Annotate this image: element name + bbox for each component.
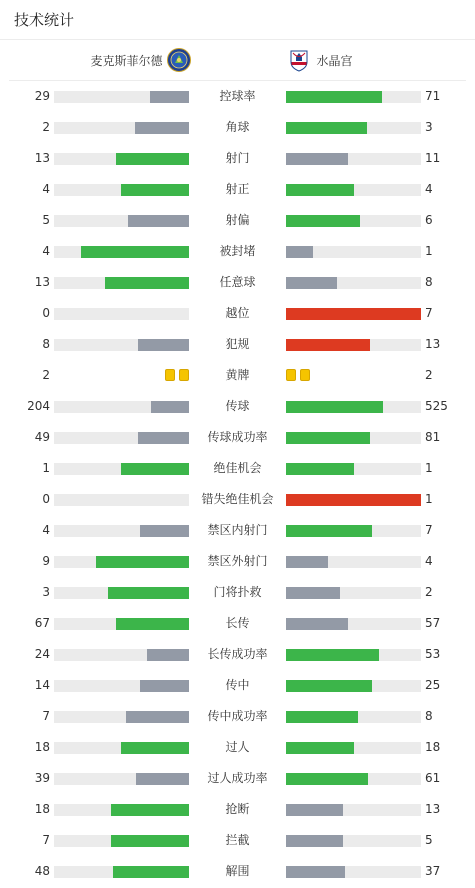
- away-stat-value: 61: [425, 771, 441, 785]
- stat-label: 门将扑救: [213, 585, 262, 599]
- stat-row: [0, 577, 475, 608]
- stat-label: 禁区外射门: [207, 554, 268, 568]
- away-stat-value: 3: [425, 120, 433, 134]
- away-stat-value: 81: [425, 430, 441, 444]
- home-stat-bar-track: [54, 246, 189, 258]
- home-team[interactable]: [90, 40, 190, 80]
- yellow-card-icon: [179, 369, 189, 381]
- home-stat-bar-track: [54, 866, 189, 878]
- away-stat-value: 71: [425, 89, 441, 103]
- away-stat-bar-track: [286, 804, 421, 816]
- home-stat-bar-fill: [81, 246, 189, 258]
- home-stat-bar-fill: [136, 773, 189, 785]
- stat-label: 过人成功率: [207, 771, 268, 785]
- home-stat-value: 2: [42, 368, 50, 382]
- home-stat-bar-fill: [128, 215, 189, 227]
- yellow-card-icon: [300, 369, 310, 381]
- home-stat-bar-fill: [121, 742, 189, 754]
- away-stat-value: 53: [425, 647, 441, 661]
- stat-row: [0, 205, 475, 236]
- home-stat-bar-track: [54, 432, 189, 444]
- home-stat-bar-track: [54, 494, 189, 506]
- home-stat-bar-fill: [105, 277, 189, 289]
- away-stat-value: 8: [425, 275, 433, 289]
- away-stat-value: 4: [425, 554, 433, 568]
- away-stat-bar-track: [286, 618, 421, 630]
- away-stat-bar-fill: [286, 618, 348, 630]
- stat-label: 禁区内射门: [207, 523, 268, 537]
- stat-row: [0, 360, 475, 391]
- home-stat-bar-fill: [135, 122, 189, 134]
- home-stat-value: 18: [34, 802, 50, 816]
- stat-label: 传中: [225, 678, 250, 692]
- home-stat-value: 3: [42, 585, 50, 599]
- away-stat-bar-fill: [286, 463, 354, 475]
- home-stat-bar-fill: [111, 835, 189, 847]
- away-stat-bar-track: [286, 91, 421, 103]
- stat-label: 抢断: [225, 802, 250, 816]
- home-stat-value: 67: [34, 616, 50, 630]
- away-stat-bar-track: [286, 277, 421, 289]
- home-stat-bar-fill: [96, 556, 189, 568]
- away-stat-bar-track: [286, 835, 421, 847]
- stat-label: 传球成功率: [207, 430, 268, 444]
- stat-row: [0, 143, 475, 174]
- home-stat-value: 4: [42, 182, 50, 196]
- stat-row: [0, 515, 475, 546]
- away-stat-value: 2: [425, 368, 433, 382]
- stat-label: 绝佳机会: [213, 461, 262, 475]
- stat-row: [0, 453, 475, 484]
- stat-label: 拦截: [225, 833, 250, 847]
- home-stat-bar-track: [54, 525, 189, 537]
- away-stat-value: 7: [425, 306, 433, 320]
- home-stat-value: 1: [42, 461, 50, 475]
- home-stat-bar-fill: [116, 153, 189, 165]
- home-stat-bar-track: [54, 463, 189, 475]
- home-stat-bar-fill: [111, 804, 189, 816]
- home-stat-bar-fill: [113, 866, 189, 878]
- home-stat-value: 24: [34, 647, 50, 661]
- home-stat-bar-track: [54, 773, 189, 785]
- home-stat-bar-fill: [108, 587, 189, 599]
- home-stat-bar-track: [54, 122, 189, 134]
- stat-label: 射正: [225, 182, 250, 196]
- stat-row: [0, 639, 475, 670]
- stat-row: [0, 732, 475, 763]
- away-stat-bar-track: [286, 153, 421, 165]
- away-stat-bar-fill: [286, 866, 345, 878]
- away-stat-bar-fill: [286, 184, 354, 196]
- home-stat-bar-track: [54, 587, 189, 599]
- stat-label: 被封堵: [219, 244, 256, 258]
- home-stat-bar-track: [54, 91, 189, 103]
- stat-label: 越位: [225, 306, 250, 320]
- team-header: [9, 40, 466, 81]
- home-stat-bar-track: [54, 649, 189, 661]
- home-stat-bar-fill: [151, 401, 189, 413]
- home-stat-value: 18: [34, 740, 50, 754]
- away-stat-bar-fill: [286, 339, 370, 351]
- home-stat-value: 7: [42, 709, 50, 723]
- home-stat-value: 39: [34, 771, 50, 785]
- away-stat-value: 1: [425, 461, 433, 475]
- stat-label: 任意球: [219, 275, 256, 289]
- away-stat-bar-track: [286, 649, 421, 661]
- away-stat-value: 11: [425, 151, 441, 165]
- away-stat-value: 5: [425, 833, 433, 847]
- away-stat-bar-track: [286, 711, 421, 723]
- away-yellow-cards: [286, 369, 310, 381]
- home-stat-bar-track: [54, 742, 189, 754]
- home-stat-bar-track: [54, 618, 189, 630]
- stat-label: 射门: [225, 151, 250, 165]
- away-stat-bar-track: [286, 866, 421, 878]
- stat-label: 黄牌: [225, 368, 250, 382]
- away-stat-bar-fill: [286, 246, 313, 258]
- away-stat-bar-track: [286, 494, 421, 506]
- stat-row: [0, 112, 475, 143]
- away-stat-bar-track: [286, 463, 421, 475]
- away-stat-bar-fill: [286, 525, 372, 537]
- stat-row: [0, 856, 475, 887]
- away-stat-bar-fill: [286, 432, 370, 444]
- away-stat-bar-track: [286, 525, 421, 537]
- home-stat-value: 13: [34, 275, 50, 289]
- away-stat-bar-fill: [286, 401, 383, 413]
- away-team-name: 水晶宫: [316, 53, 353, 68]
- stat-row: [0, 763, 475, 794]
- page-title: [0, 0, 475, 40]
- stat-label: 长传成功率: [207, 647, 268, 661]
- away-stat-value: 1: [425, 244, 433, 258]
- home-stat-value: 5: [42, 213, 50, 227]
- stat-row: [0, 422, 475, 453]
- away-stat-bar-track: [286, 587, 421, 599]
- away-stat-bar-fill: [286, 649, 379, 661]
- stat-row: [0, 546, 475, 577]
- away-stat-value: 525: [425, 399, 448, 413]
- away-stat-bar-track: [286, 184, 421, 196]
- home-stat-value: 204: [27, 399, 50, 413]
- away-stat-value: 8: [425, 709, 433, 723]
- away-stat-bar-track: [286, 680, 421, 692]
- away-stat-bar-fill: [286, 122, 367, 134]
- home-stat-bar-fill: [126, 711, 189, 723]
- stat-row: [0, 236, 475, 267]
- away-stat-value: 2: [425, 585, 433, 599]
- home-stat-bar-track: [54, 401, 189, 413]
- home-stat-bar-fill: [140, 680, 189, 692]
- yellow-card-icon: [286, 369, 296, 381]
- away-stat-value: 4: [425, 182, 433, 196]
- stat-row: [0, 670, 475, 701]
- away-stat-value: 6: [425, 213, 433, 227]
- home-stat-value: 0: [42, 492, 50, 506]
- stat-row: [0, 174, 475, 205]
- stat-label: 角球: [225, 120, 250, 134]
- home-stat-bar-fill: [147, 649, 189, 661]
- away-stat-bar-fill: [286, 556, 328, 568]
- stat-row: [0, 608, 475, 639]
- home-stat-value: 49: [34, 430, 50, 444]
- stat-label: 过人: [225, 740, 250, 754]
- away-stat-value: 57: [425, 616, 441, 630]
- home-stat-bar-track: [54, 184, 189, 196]
- crystal-palace-crest-icon: [287, 48, 311, 72]
- macclesfield-crest-icon: [167, 48, 191, 72]
- stat-row: [0, 329, 475, 360]
- away-stat-bar-fill: [286, 153, 348, 165]
- away-stat-value: 7: [425, 523, 433, 537]
- stat-row: [0, 81, 475, 112]
- away-stat-value: 13: [425, 337, 441, 351]
- home-stat-value: 2: [42, 120, 50, 134]
- home-stat-bar-track: [54, 277, 189, 289]
- away-stat-bar-fill: [286, 711, 358, 723]
- away-stat-bar-fill: [286, 91, 382, 103]
- stat-row: [0, 267, 475, 298]
- away-stat-bar-track: [286, 742, 421, 754]
- away-stat-bar-track: [286, 401, 421, 413]
- home-stat-bar-track: [54, 835, 189, 847]
- stat-label: 长传: [225, 616, 250, 630]
- away-stat-bar-fill: [286, 680, 372, 692]
- away-stat-bar-fill: [286, 277, 337, 289]
- away-stat-bar-fill: [286, 804, 343, 816]
- stat-row: [0, 701, 475, 732]
- stat-row: [0, 825, 475, 856]
- away-stat-bar-fill: [286, 308, 421, 320]
- home-stat-value: 9: [42, 554, 50, 568]
- home-stat-value: 7: [42, 833, 50, 847]
- home-team-name: 麦克斯菲尔德: [90, 53, 163, 68]
- away-stat-bar-track: [286, 773, 421, 785]
- home-yellow-cards: [165, 369, 189, 381]
- home-stat-value: 48: [34, 864, 50, 878]
- away-team[interactable]: [287, 40, 353, 80]
- away-stat-value: 1: [425, 492, 433, 506]
- home-stat-bar-fill: [121, 184, 189, 196]
- away-stat-bar-track: [286, 339, 421, 351]
- home-stat-bar-track: [54, 711, 189, 723]
- home-stat-value: 29: [34, 89, 50, 103]
- home-stat-bar-track: [54, 804, 189, 816]
- away-stat-value: 18: [425, 740, 441, 754]
- stat-label: 解围: [225, 864, 250, 878]
- away-stat-bar-track: [286, 246, 421, 258]
- page-title-text: 技术统计: [14, 11, 75, 29]
- stats-list: [0, 81, 475, 887]
- home-stat-bar-fill: [121, 463, 189, 475]
- away-stat-bar-fill: [286, 587, 340, 599]
- home-stat-bar-fill: [138, 432, 189, 444]
- home-stat-bar-fill: [150, 91, 189, 103]
- home-stat-bar-track: [54, 215, 189, 227]
- stat-label: 控球率: [219, 89, 256, 103]
- home-stat-bar-track: [54, 308, 189, 320]
- home-stat-value: 4: [42, 244, 50, 258]
- home-stat-value: 0: [42, 306, 50, 320]
- stat-row: [0, 391, 475, 422]
- stat-label: 射偏: [225, 213, 250, 227]
- away-stat-bar-fill: [286, 773, 368, 785]
- home-stat-bar-track: [54, 680, 189, 692]
- away-stat-bar-fill: [286, 494, 421, 506]
- away-stat-value: 13: [425, 802, 441, 816]
- stat-label: 传球: [225, 399, 250, 413]
- home-stat-value: 8: [42, 337, 50, 351]
- away-stat-bar-fill: [286, 835, 343, 847]
- home-stat-bar-fill: [140, 525, 189, 537]
- home-stat-bar-track: [54, 556, 189, 568]
- home-stat-value: 4: [42, 523, 50, 537]
- stat-row: [0, 298, 475, 329]
- stat-label: 错失绝佳机会: [201, 492, 274, 506]
- home-stat-bar-fill: [116, 618, 189, 630]
- home-stat-value: 14: [34, 678, 50, 692]
- home-stat-bar-track: [54, 339, 189, 351]
- yellow-card-icon: [165, 369, 175, 381]
- away-stat-bar-track: [286, 215, 421, 227]
- home-stat-bar-fill: [138, 339, 189, 351]
- away-stat-value: 25: [425, 678, 441, 692]
- away-stat-bar-track: [286, 556, 421, 568]
- stat-row: [0, 484, 475, 515]
- stat-row: [0, 794, 475, 825]
- away-stat-value: 37: [425, 864, 441, 878]
- stat-label: 传中成功率: [207, 709, 268, 723]
- stat-label: 犯规: [225, 337, 250, 351]
- away-stat-bar-track: [286, 122, 421, 134]
- away-stat-bar-fill: [286, 215, 360, 227]
- home-stat-bar-track: [54, 153, 189, 165]
- home-stat-value: 13: [34, 151, 50, 165]
- away-stat-bar-track: [286, 308, 421, 320]
- away-stat-bar-fill: [286, 742, 354, 754]
- away-stat-bar-track: [286, 432, 421, 444]
